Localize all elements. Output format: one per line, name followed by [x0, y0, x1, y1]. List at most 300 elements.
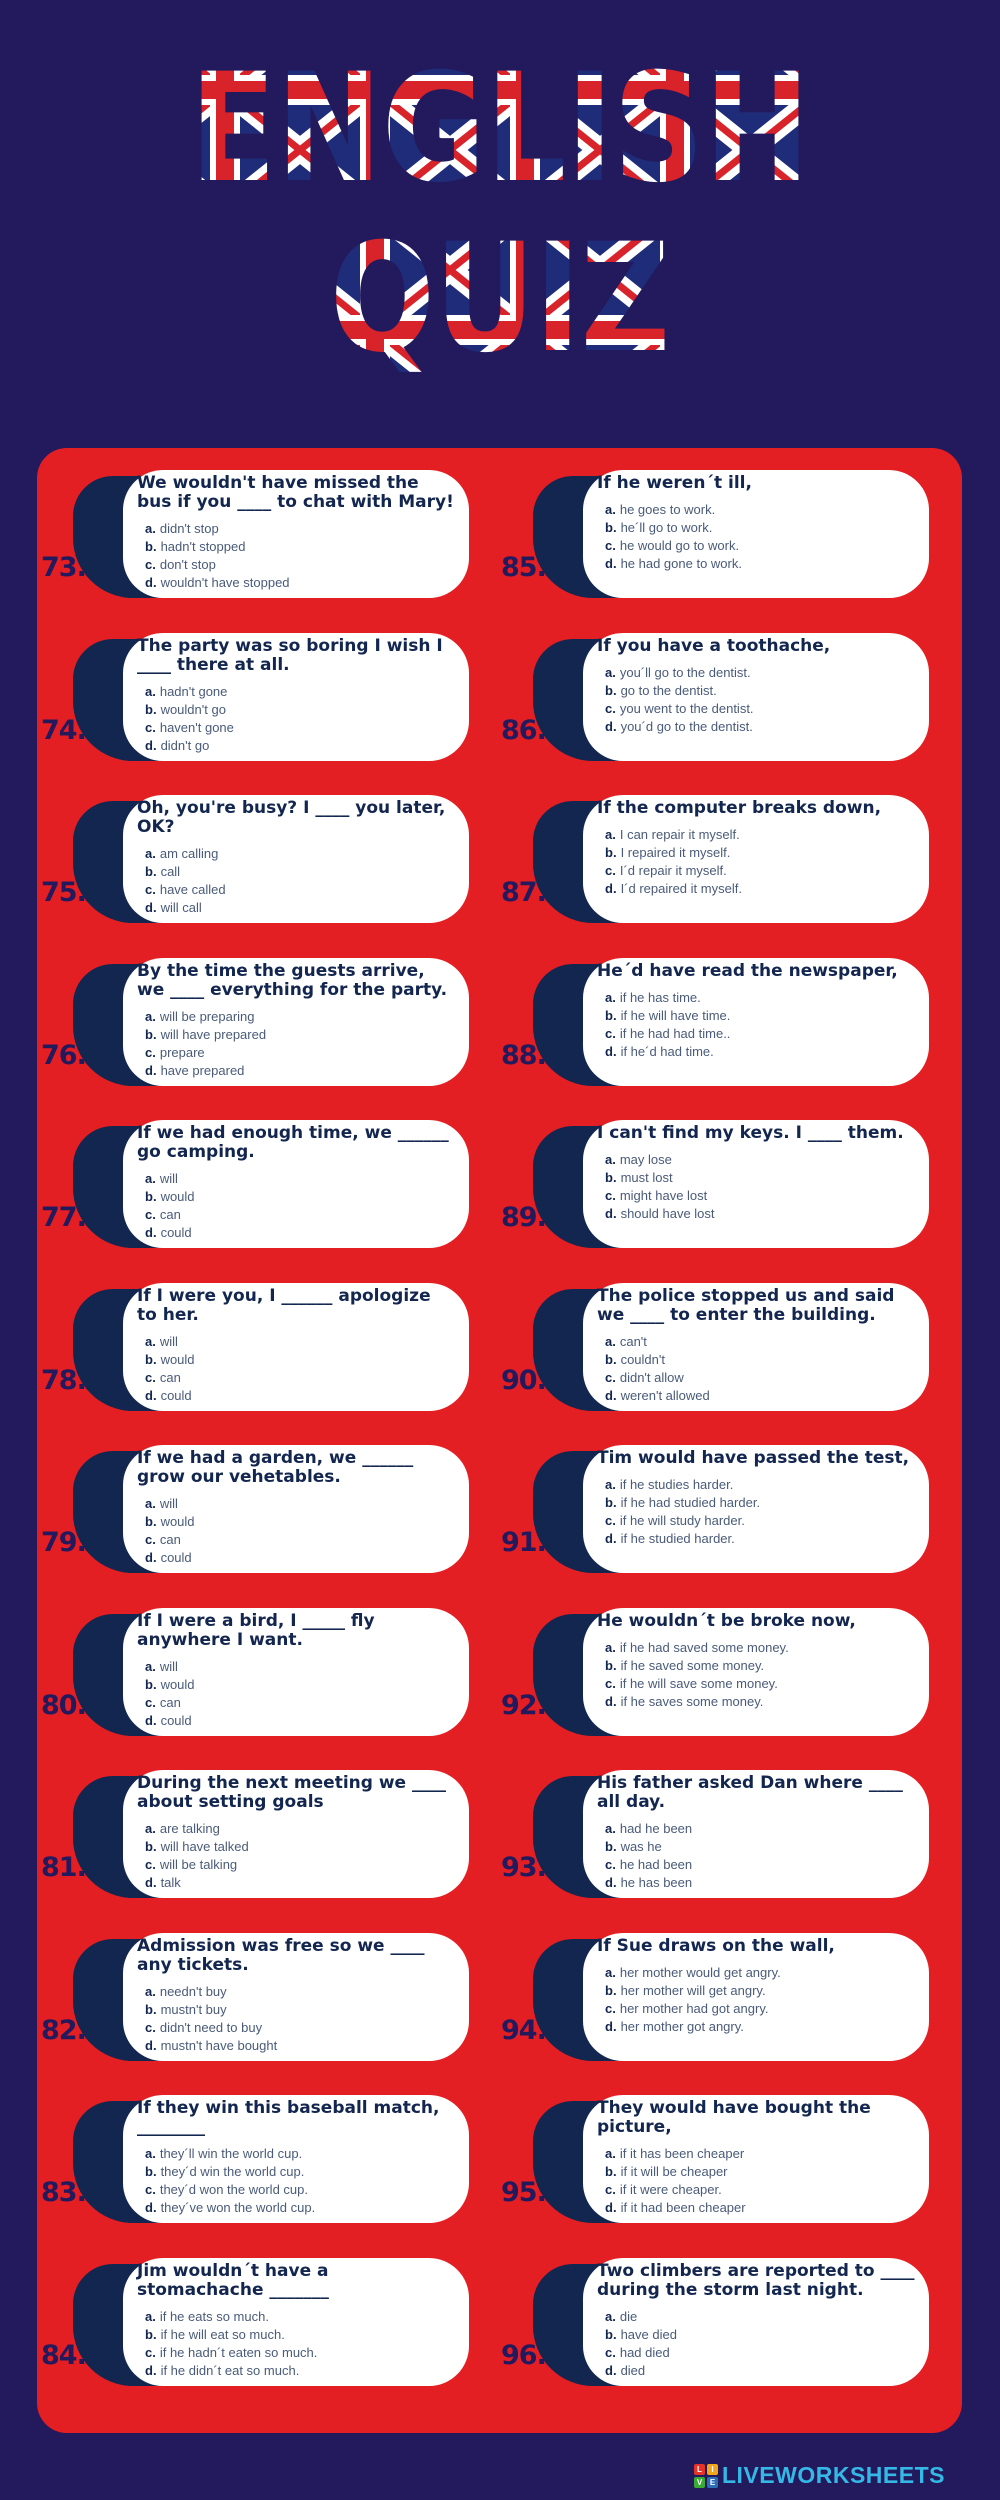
option-text: her mother got angry. [620, 2018, 744, 2034]
option-text: will call [160, 900, 202, 915]
option-letter: d. [145, 1225, 157, 1240]
option-letter: c. [145, 1044, 156, 1060]
option-text: if it has been cheaper [619, 2146, 745, 2161]
option-text: didn't allow [619, 1369, 684, 1385]
option-text: you´ll go to the dentist. [619, 664, 751, 680]
logo-letter: E [707, 2477, 718, 2488]
answer-option[interactable] [145, 1044, 455, 1062]
title-line-2: QUIZ [330, 212, 670, 386]
answer-options [597, 1820, 915, 1892]
option-text: if he will save some money. [619, 1675, 778, 1691]
option-text: he goes to work. [619, 502, 716, 517]
question-number: 94. [501, 2014, 546, 2046]
option-letter: c. [145, 1532, 156, 1547]
option-letter: d. [145, 2362, 157, 2378]
option-letter: d. [145, 1387, 157, 1403]
answer-option[interactable] [605, 862, 915, 880]
option-text: can [159, 1369, 181, 1385]
answer-option[interactable] [145, 1351, 455, 1369]
answer-option[interactable] [605, 1205, 915, 1223]
question-card [37, 2258, 487, 2390]
option-letter: d. [605, 881, 617, 896]
answer-option[interactable] [605, 826, 915, 844]
answer-option[interactable] [145, 556, 455, 574]
question-number: 91. [501, 1527, 546, 1558]
answer-option[interactable] [145, 520, 455, 538]
question-number: 74. [41, 714, 86, 746]
option-letter: b. [605, 682, 617, 698]
answer-option[interactable] [605, 1333, 915, 1351]
question-prompt: The police stopped us and said we ____ to enter the building. [597, 1285, 895, 1325]
logo-letter: L [694, 2464, 705, 2475]
answer-option[interactable] [605, 2000, 915, 2018]
option-text: call [160, 864, 181, 879]
question-prompt: He´d have read the newspaper, [597, 960, 898, 981]
option-letter: d. [605, 718, 617, 734]
question-body [123, 1933, 469, 2061]
answer-options [137, 2308, 455, 2380]
option-letter: d. [605, 1531, 617, 1546]
option-letter: a. [145, 846, 156, 861]
title-line-1: ENGLISH [190, 42, 810, 216]
answer-option[interactable] [605, 1693, 915, 1711]
question-card [497, 2258, 947, 2390]
answer-option[interactable] [605, 1025, 915, 1043]
answer-option[interactable] [145, 1658, 455, 1676]
answer-option[interactable] [605, 2362, 915, 2380]
question-number: 75. [41, 877, 86, 908]
option-text: they´ll win the world cup. [159, 2146, 303, 2161]
answer-option[interactable] [605, 1169, 915, 1187]
question-number: 82. [41, 2014, 86, 2046]
answer-option[interactable] [605, 1476, 915, 1494]
option-text: prepare [159, 1044, 205, 1060]
answer-option[interactable] [145, 1694, 455, 1712]
option-text: if it were cheaper. [619, 2182, 722, 2197]
option-letter: a. [145, 2308, 156, 2324]
question-prompt: His father asked Dan where ____ all day. [597, 1773, 903, 1812]
option-letter: b. [145, 1351, 157, 1367]
option-letter: a. [145, 683, 156, 699]
option-text: are talking [159, 1821, 220, 1836]
question-prompt: If the computer breaks down, [597, 798, 882, 818]
option-letter: b. [605, 845, 617, 860]
answer-option[interactable] [605, 2181, 915, 2199]
question-card [497, 1283, 947, 1415]
question-card [37, 1445, 487, 1577]
option-letter: a. [145, 2146, 156, 2161]
question-number: 80. [41, 1689, 86, 1721]
question-prompt: By the time the guests arrive, we ____ everything for the party. [137, 960, 448, 1000]
question-prompt: If I were a bird, I _____ fly anywhere I want. [137, 1610, 375, 1650]
question-body [583, 2258, 929, 2386]
answer-option[interactable] [605, 1675, 915, 1693]
option-text: am calling [159, 846, 219, 861]
option-text: I can repair it myself. [619, 827, 740, 842]
answer-option[interactable] [145, 1170, 455, 1188]
option-text: if he had had time.. [619, 1025, 731, 1041]
option-text: he has been [620, 1875, 693, 1890]
answer-option[interactable] [145, 1820, 455, 1838]
option-letter: c. [605, 1513, 616, 1528]
answer-option[interactable] [145, 1983, 455, 2001]
answer-option[interactable] [145, 574, 455, 592]
answer-option[interactable] [145, 683, 455, 701]
option-letter: d. [145, 900, 157, 915]
option-text: if he had saved some money. [619, 1639, 789, 1655]
option-text: if it had been cheaper [620, 2200, 746, 2215]
option-text: could [160, 1225, 192, 1240]
answer-option[interactable] [605, 2018, 915, 2036]
answer-option[interactable] [145, 881, 455, 899]
option-letter: c. [605, 2182, 616, 2197]
option-text: if he saved some money. [620, 1657, 765, 1673]
option-letter: b. [145, 539, 157, 554]
option-text: I repaired it myself. [620, 845, 731, 860]
question-prompt: If you have a toothache, [597, 635, 831, 656]
answer-option[interactable] [605, 1530, 915, 1548]
answer-option[interactable] [605, 1494, 915, 1512]
question-body [123, 958, 469, 1086]
answer-option[interactable] [605, 1820, 915, 1838]
option-text: don't stop [159, 557, 216, 572]
answer-options [597, 664, 915, 736]
answer-option[interactable] [605, 519, 915, 537]
liveworksheets-brand[interactable] [690, 2462, 990, 2492]
question-number: 81. [41, 1852, 86, 1883]
option-text: will have talked [160, 1839, 249, 1854]
question-number: 93. [501, 1852, 546, 1883]
option-letter: d. [145, 1712, 157, 1728]
option-letter: a. [145, 1008, 156, 1024]
question-number: 76. [41, 1039, 86, 1071]
answer-option[interactable] [605, 718, 915, 736]
logo-letter: I [707, 2464, 718, 2475]
option-text: could [160, 1550, 192, 1565]
answer-option[interactable] [605, 1351, 915, 1369]
option-text: I´d repaired it myself. [620, 881, 742, 896]
answer-option[interactable] [145, 1676, 455, 1694]
question-body [123, 1283, 469, 1411]
option-text: didn't need to buy [159, 2019, 263, 2035]
option-letter: b. [145, 1676, 157, 1692]
answer-option[interactable] [145, 1008, 455, 1026]
question-card [497, 470, 947, 602]
option-letter: b. [145, 1839, 157, 1854]
answer-option[interactable] [605, 2199, 915, 2217]
question-body [123, 633, 469, 761]
option-letter: b. [605, 1982, 617, 1998]
question-card [37, 633, 487, 765]
question-prompt: I can't find my keys. I ____ them. [597, 1123, 904, 1143]
question-body [123, 1770, 469, 1898]
question-prompt: They would have bought the picture, [597, 2098, 871, 2137]
answer-option[interactable] [145, 2362, 455, 2380]
answer-option[interactable] [145, 719, 455, 737]
option-text: might have lost [619, 1188, 708, 1203]
option-text: wouldn't have stopped [160, 575, 290, 590]
answer-option[interactable] [605, 555, 915, 573]
option-letter: b. [145, 701, 157, 717]
answer-option[interactable] [145, 1549, 455, 1567]
answer-options [137, 683, 455, 755]
option-text: talk [160, 1875, 181, 1890]
answer-options [137, 1495, 455, 1567]
option-text: her mother will get angry. [620, 1982, 766, 1998]
answer-option[interactable] [605, 844, 915, 862]
option-letter: c. [605, 1369, 616, 1385]
option-letter: a. [605, 2308, 616, 2324]
answer-option[interactable] [605, 1387, 915, 1405]
option-text: if he will study harder. [619, 1513, 745, 1528]
option-letter: b. [605, 1351, 617, 1367]
answer-option[interactable] [605, 1856, 915, 1874]
answer-option[interactable] [145, 899, 455, 917]
option-text: her mother had got angry. [619, 2000, 769, 2016]
brand-name: LIVEWORKSHEETS [722, 2462, 945, 2488]
option-text: needn't buy [159, 1983, 227, 1999]
option-text: hadn't stopped [160, 539, 246, 554]
quiz-board [37, 448, 962, 2433]
answer-option[interactable] [605, 1151, 915, 1169]
question-body [583, 633, 929, 761]
option-letter: a. [605, 2146, 616, 2161]
question-number: 96. [501, 2339, 546, 2371]
answer-options [597, 1639, 915, 1711]
answer-option[interactable] [145, 737, 455, 755]
answer-option[interactable] [145, 1206, 455, 1224]
question-prompt: Two climbers are reported to ____ during the storm last night. [597, 2260, 915, 2300]
option-letter: b. [605, 520, 617, 535]
answer-option[interactable] [605, 2326, 915, 2344]
option-text: if he´d had time. [620, 1043, 714, 1059]
option-text: if he hadn´t eaten so much. [159, 2344, 318, 2360]
option-text: would [160, 1676, 195, 1692]
option-text: he had gone to work. [620, 556, 742, 571]
liveworksheets-logo-icon [694, 2464, 718, 2488]
answer-option[interactable] [605, 664, 915, 682]
answer-option[interactable] [605, 1639, 915, 1657]
answer-option[interactable] [605, 989, 915, 1007]
option-letter: d. [605, 556, 617, 571]
option-letter: a. [145, 1821, 156, 1836]
answer-option[interactable] [605, 2344, 915, 2362]
option-letter: d. [605, 1387, 617, 1403]
option-text: can [159, 1694, 181, 1710]
option-text: if he will have time. [620, 1007, 731, 1023]
question-card [497, 2095, 947, 2227]
option-text: if he studied harder. [620, 1531, 735, 1546]
option-text: will [159, 1658, 178, 1674]
option-text: die [619, 2308, 638, 2324]
question-body [583, 795, 929, 923]
answer-option[interactable] [145, 538, 455, 556]
option-text: died [620, 2362, 646, 2378]
answer-option[interactable] [145, 1333, 455, 1351]
option-letter: a. [605, 1333, 616, 1349]
answer-option[interactable] [605, 2145, 915, 2163]
option-text: if it will be cheaper [620, 2164, 728, 2179]
answer-option[interactable] [605, 880, 915, 898]
answer-option[interactable] [145, 2199, 455, 2217]
option-text: have prepared [160, 1062, 245, 1078]
option-text: can't [619, 1333, 647, 1349]
question-number: 85. [501, 552, 546, 583]
answer-option[interactable] [605, 2163, 915, 2181]
answer-option[interactable] [605, 1043, 915, 1061]
answer-option[interactable] [145, 1387, 455, 1405]
option-letter: a. [145, 1658, 156, 1674]
answer-option[interactable] [605, 1982, 915, 2000]
question-card [497, 1608, 947, 1740]
answer-options [597, 2145, 915, 2217]
answer-option[interactable] [145, 2163, 455, 2181]
answer-option[interactable] [145, 2001, 455, 2019]
option-text: hadn't gone [159, 683, 228, 699]
option-letter: c. [145, 719, 156, 735]
answer-options [137, 1333, 455, 1405]
answer-option[interactable] [605, 700, 915, 718]
answer-options [137, 1820, 455, 1892]
option-text: will [159, 1171, 178, 1186]
option-letter: d. [145, 1550, 157, 1565]
option-text: can [159, 1532, 181, 1547]
answer-option[interactable] [145, 701, 455, 719]
option-text: may lose [619, 1152, 672, 1167]
answer-option[interactable] [145, 1531, 455, 1549]
option-text: they´d win the world cup. [160, 2164, 305, 2179]
option-text: wouldn't go [160, 701, 226, 717]
option-letter: a. [145, 1171, 156, 1186]
answer-option[interactable] [145, 2308, 455, 2326]
question-prompt: Tim would have passed the test, [597, 1448, 910, 1468]
option-text: go to the dentist. [620, 682, 717, 698]
answer-option[interactable] [145, 1712, 455, 1730]
answer-option[interactable] [145, 2145, 455, 2163]
question-body [123, 1608, 469, 1736]
answer-option[interactable] [145, 1513, 455, 1531]
answer-options [137, 1983, 455, 2055]
answer-option[interactable] [145, 1874, 455, 1892]
option-letter: d. [605, 1043, 617, 1059]
question-body [583, 1445, 929, 1573]
option-letter: a. [605, 827, 616, 842]
option-letter: b. [145, 2164, 157, 2179]
question-card [37, 958, 487, 1090]
option-text: weren't allowed [620, 1387, 710, 1403]
question-prompt: If Sue draws on the wall, [597, 1935, 835, 1956]
answer-option[interactable] [605, 1369, 915, 1387]
option-text: you´d go to the dentist. [620, 718, 753, 734]
question-card [497, 1445, 947, 1577]
question-card [37, 1120, 487, 1252]
option-text: will have prepared [160, 1026, 267, 1042]
question-card [497, 795, 947, 927]
question-card [497, 958, 947, 1090]
answer-options [597, 826, 915, 898]
answer-options [137, 520, 455, 592]
option-text: if he had studied harder. [620, 1495, 761, 1510]
option-text: I´d repair it myself. [619, 863, 727, 878]
answer-option[interactable] [145, 2344, 455, 2362]
answer-option[interactable] [605, 1007, 915, 1025]
answer-option[interactable] [605, 2308, 915, 2326]
option-text: if he will eat so much. [160, 2326, 285, 2342]
answer-option[interactable] [605, 1187, 915, 1205]
answer-option[interactable] [605, 1657, 915, 1675]
answer-option[interactable] [605, 682, 915, 700]
question-number: 77. [41, 1202, 86, 1233]
answer-option[interactable] [145, 1224, 455, 1242]
option-text: would [160, 1189, 195, 1204]
option-text: have called [159, 882, 226, 897]
question-prompt: Admission was free so we ____ any tickets. [137, 1935, 425, 1975]
answer-option[interactable] [145, 1856, 455, 1874]
option-letter: d. [145, 737, 157, 753]
option-letter: c. [145, 2019, 156, 2035]
option-letter: b. [145, 2326, 157, 2342]
answer-option[interactable] [145, 1188, 455, 1206]
answer-option[interactable] [145, 1369, 455, 1387]
answer-options [137, 1008, 455, 1080]
option-letter: b. [145, 1189, 157, 1204]
option-text: was he [620, 1839, 662, 1854]
option-letter: c. [605, 2000, 616, 2016]
option-letter: b. [145, 2001, 157, 2017]
answer-option[interactable] [145, 1062, 455, 1080]
option-letter: b. [605, 2326, 617, 2342]
option-letter: c. [145, 1207, 156, 1222]
option-letter: b. [145, 1026, 157, 1042]
option-letter: d. [145, 1062, 157, 1078]
option-letter: b. [605, 1657, 617, 1673]
option-letter: c. [605, 1675, 616, 1691]
question-body [583, 2095, 929, 2223]
answer-option[interactable] [605, 537, 915, 555]
answer-option[interactable] [145, 1838, 455, 1856]
answer-option[interactable] [145, 845, 455, 863]
answer-option[interactable] [605, 501, 915, 519]
option-letter: c. [145, 2182, 156, 2197]
question-number: 90. [501, 1364, 546, 1396]
option-text: couldn't [620, 1351, 665, 1367]
answer-option[interactable] [605, 1512, 915, 1530]
answer-option[interactable] [145, 863, 455, 881]
question-number: 89. [501, 1202, 546, 1233]
option-letter: b. [145, 864, 157, 879]
question-body [123, 470, 469, 598]
answer-option[interactable] [145, 2181, 455, 2199]
answer-option[interactable] [145, 2326, 455, 2344]
option-letter: c. [605, 1188, 616, 1203]
answer-options [137, 845, 455, 917]
question-number: 95. [501, 2177, 546, 2208]
answer-option[interactable] [605, 1964, 915, 1982]
option-letter: b. [145, 1514, 157, 1529]
answer-option[interactable] [605, 1874, 915, 1892]
question-prompt: He wouldn´t be broke now, [597, 1610, 856, 1631]
option-letter: d. [145, 1875, 157, 1890]
answer-option[interactable] [145, 1026, 455, 1044]
option-text: could [160, 1712, 192, 1728]
answer-option[interactable] [145, 2019, 455, 2037]
answer-options [137, 1170, 455, 1242]
answer-option[interactable] [145, 1495, 455, 1513]
answer-option[interactable] [145, 2037, 455, 2055]
option-letter: b. [605, 2164, 617, 2179]
question-card [37, 1933, 487, 2065]
answer-option[interactable] [605, 1838, 915, 1856]
